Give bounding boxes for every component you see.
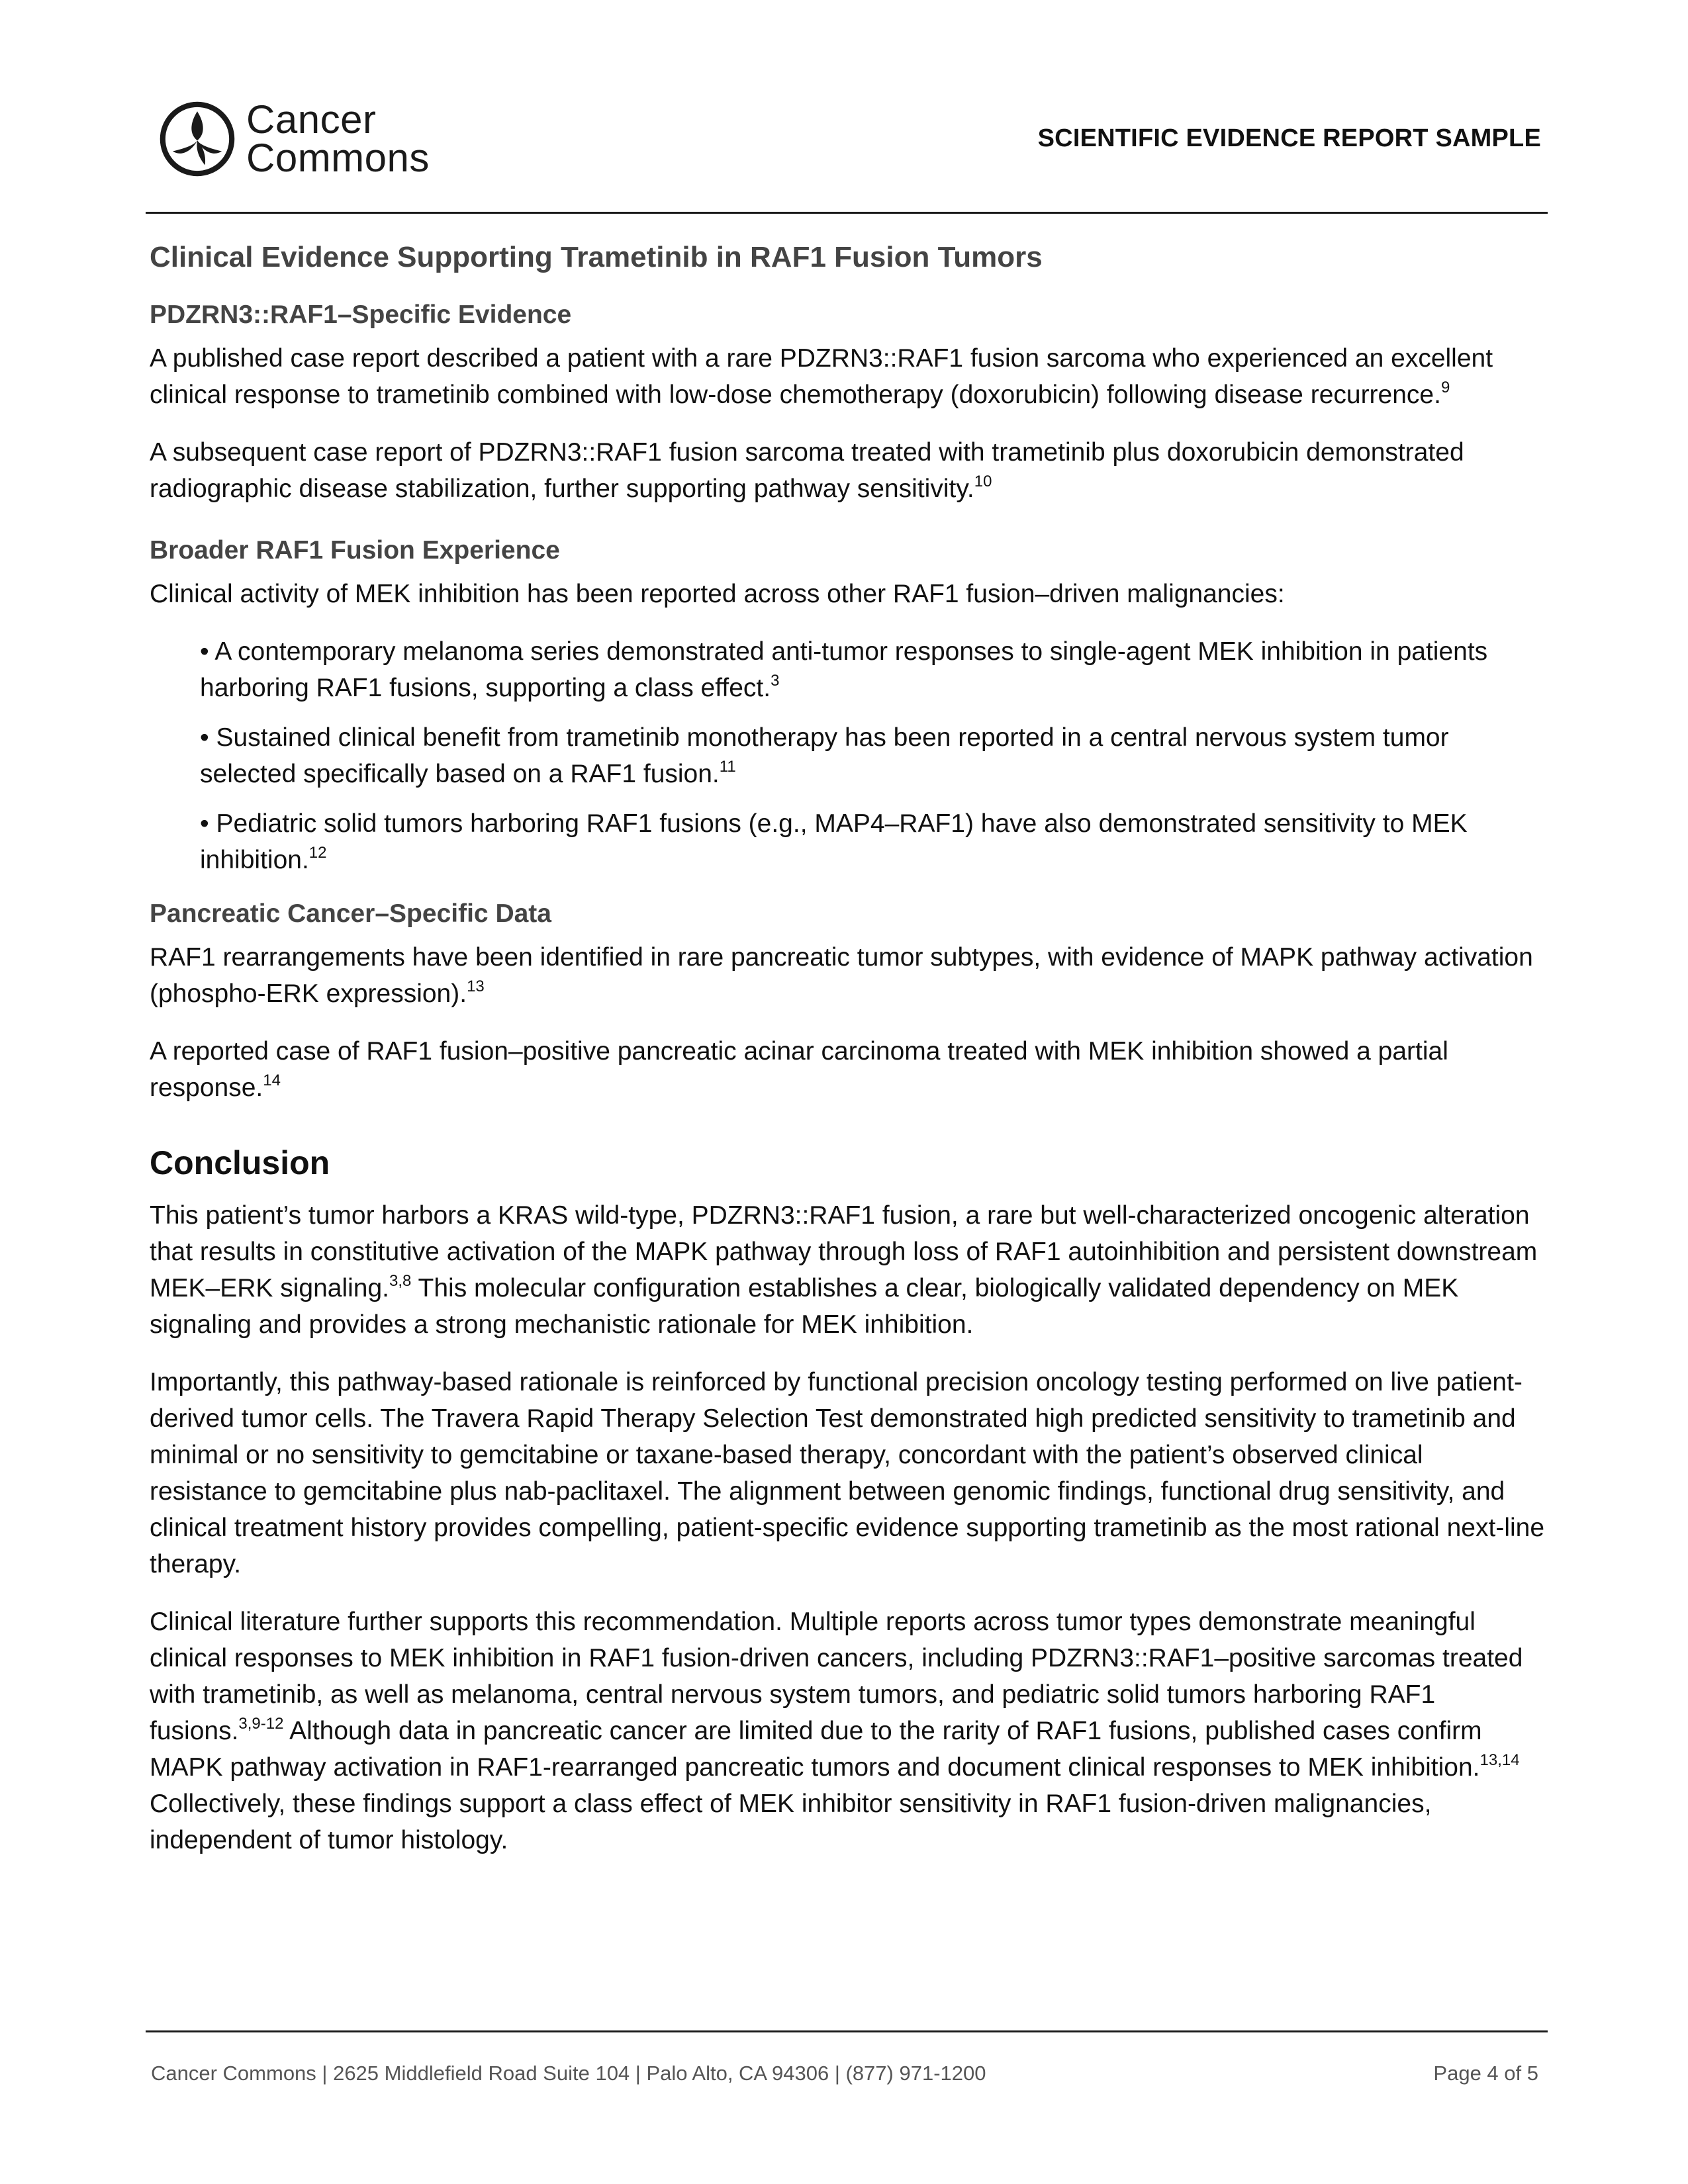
citation: 3 <box>771 672 780 690</box>
citation: 14 <box>263 1071 281 1089</box>
cancer-commons-logo-icon <box>159 101 236 177</box>
pdzrn3-heading: PDZRN3::RAF1–Specific Evidence <box>150 300 572 329</box>
pancreatic-paragraph-2: A reported case of RAF1 fusion–positive pancreatic acinar carcinoma treated with MEK inhibition showed a partial response.$^{14}$ <box>150 1037 1448 1102</box>
pdzrn3-paragraph-2: A subsequent case report of PDZRN3::RAF1 fusion sarcoma treated with trametinib plus doxorubicin demonstrated radiographic disease stabilization, further supporting pathway sensitivity.$^{10}$ <box>150 438 1464 503</box>
broader-intro: Clinical activity of MEK inhibition has been reported across other RAF1 fusion–driven malignancies: <box>150 580 1285 608</box>
logo-line-1: Cancer <box>246 97 377 142</box>
footer-address: Cancer Commons | 2625 Middlefield Road Suite 104 | Palo Alto, CA 94306 | (877) 971-1200 <box>151 2062 986 2085</box>
list-item: • Pediatric solid tumors harboring RAF1 fusions (e.g., MAP4–RAF1) have also demonstrated sensitivity to MEK inhibition.$^{12}$ <box>200 809 1468 874</box>
citation: 12 <box>308 844 327 862</box>
logo-line-2: Commons <box>246 136 430 180</box>
broader-bullet-list <box>150 633 1546 878</box>
list-item: • Sustained clinical benefit from trametinib monotherapy has been reported in a central nervous system tumor selected specifically based on a RAF1 fusion.$^{11}$ <box>200 723 1449 788</box>
conclusion-heading: Conclusion <box>150 1144 330 1181</box>
list-item: • A contemporary melanoma series demonstrated anti-tumor responses to single-agent MEK inhibition in patients harboring RAF1 fusions, supporting a class effect.$^3$ <box>200 637 1488 702</box>
report-label: SCIENTIFIC EVIDENCE REPORT SAMPLE <box>1037 124 1541 152</box>
conclusion-paragraph-1: This patient’s tumor harbors a KRAS wild-type, PDZRN3::RAF1 fusion, a rare but well-characterized oncogenic alteration that results in constitutive activation of the MAPK pathway through loss of RAF1 autoinhibition and persistent downstream MEK–ERK signaling.$^{3,8}$ This molecular configuration establishes a clear, biologically validated dependency on MEK signaling and provides a strong mechanistic rationale for MEK inhibition. <box>150 1201 1538 1339</box>
citation: 3,9-12 <box>238 1715 284 1733</box>
section-title: Clinical Evidence Supporting Trametinib in RAF1 Fusion Tumors <box>150 241 1043 273</box>
cancer-commons-logo <box>159 98 430 180</box>
report-body <box>150 240 1546 1880</box>
citation: 10 <box>974 473 992 490</box>
page-number: Page 4 of 5 <box>1433 2062 1538 2085</box>
pancreatic-paragraph-1: RAF1 rearrangements have been identified in rare pancreatic tumor subtypes, with evidence of MAPK pathway activation (phospho-ERK expression).$^{13}$ <box>150 943 1533 1008</box>
pancreatic-heading: Pancreatic Cancer–Specific Data <box>150 899 551 928</box>
broader-heading: Broader RAF1 Fusion Experience <box>150 536 560 565</box>
pdzrn3-paragraph-1: A published case report described a patient with a rare PDZRN3::RAF1 fusion sarcoma who experienced an excellent clinical response to trametinib combined with low-dose chemotherapy (doxorubicin) following disease recurrence.$^9$ <box>150 344 1493 409</box>
citation: 13 <box>467 978 485 995</box>
citation: 13,14 <box>1479 1751 1520 1769</box>
citation: 11 <box>719 758 736 776</box>
conclusion-paragraph-3: Clinical literature further supports this recommendation. Multiple reports across tumor types demonstrate meaningful clinical responses to MEK inhibition in RAF1 fusion-driven cancers, including PDZRN3::RAF1–positive sarcomas treated with trametinib, as well as melanoma, central nervous system tumors, and pediatric solid tumors harboring RAF1 fusions.$^{3,9-12}$ Although data in pancreatic cancer are limited due to the rarity of RAF1 fusions, published cases confirm MAPK pathway activation in RAF1-rearranged pancreatic tumors and document clinical responses to MEK inhibition.$^{13,14}$ Collectively, these findings support a class effect of MEK inhibitor sensitivity in RAF1 fusion-driven malignancies, independent of tumor histology. <box>150 1608 1523 1854</box>
conclusion-paragraph-2: Importantly, this pathway-based rationale is reinforced by functional precision oncology testing performed on live patient-derived tumor cells. The Travera Rapid Therapy Selection Test demonstrated high predicted sensitivity to trametinib and minimal or no sensitivity to gemcitabine or taxane-based therapy, concordant with the patient’s observed clinical resistance to gemcitabine plus nab-paclitaxel. The alignment between genomic findings, functional drug sensitivity, and clinical treatment history provides compelling, patient-specific evidence supporting trametinib as the most rational next-line therapy. <box>150 1368 1545 1578</box>
header-divider <box>146 212 1548 214</box>
citation: 3,8 <box>389 1272 412 1290</box>
footer-divider <box>146 2030 1548 2032</box>
citation: 9 <box>1440 379 1450 396</box>
logo-wordmark <box>246 97 430 180</box>
